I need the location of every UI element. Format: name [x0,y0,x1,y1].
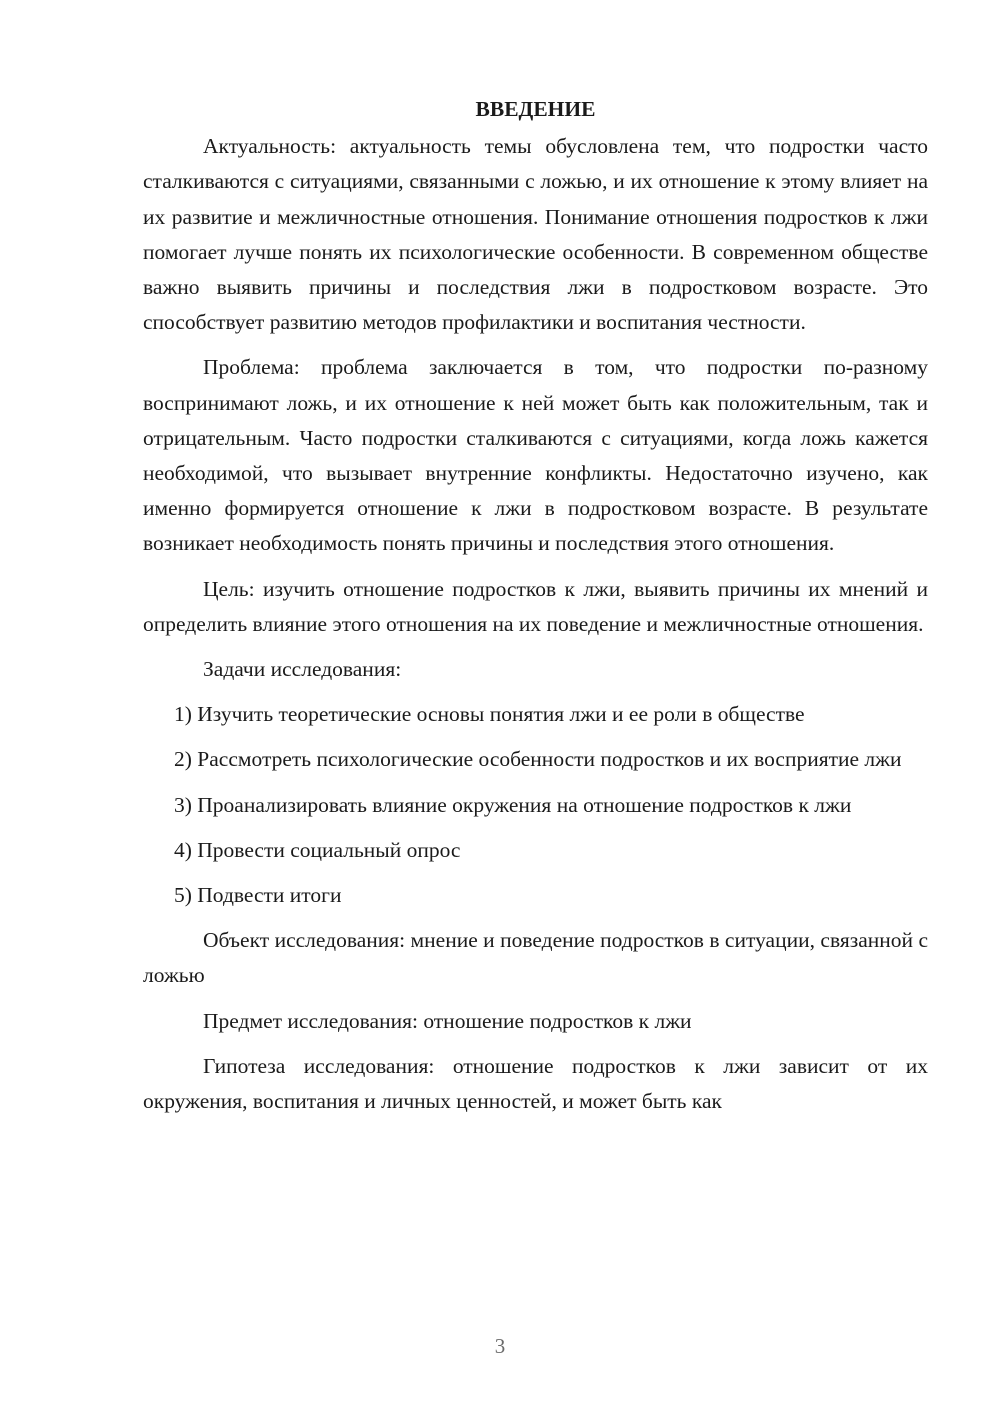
paragraph-tasks-heading: Задачи исследования: [203,657,402,682]
task-item-4: 4) Провести социальный опрос [174,837,461,862]
task-item-2: 2) Рассмотреть психологические особенности подростков и их восприятие лжи [174,747,902,772]
paragraph-object: Объект исследования: мнение и поведение подростков в ситуации, связанной с ложью [143,928,928,988]
task-item-5: 5) Подвести итоги [174,883,342,908]
task-item-3: 3) Проанализировать влияние окружения на отношение подростков к лжи [174,792,852,817]
paragraph-subject: Предмет исследования: отношение подростков к лжи [203,1008,692,1033]
task-item-1: 1) Изучить теоретические основы понятия лжи и ее роли в обществе [174,702,805,727]
paragraph-problem: Проблема: проблема заключается в том, что подростки по-разному воспринимают ложь, и их отношение к ней может быть как положительным, так и отрицательным. Часто подростки сталкиваются с ситуациями, когда ложь кажется необходимой, что вызывает внутренние конфликты. Недостаточно изучено, как именно формируется отношение к лжи в подростковом возрасте. В результате возникает необходимость понять причины и последствия этого отношения. [143,355,928,556]
page-number: 3 [494,1334,506,1358]
paragraph-goal: Цель: изучить отношение подростков к лжи, выявить причины их мнений и определить влияние этого отношения на их поведение и межличностные отношения. [143,576,928,636]
paragraph-relevance: Актуальность: актуальность темы обусловлена тем, что подростки часто сталкиваются с ситуациями, связанными с ложью, и их отношение к этому влияет на их развитие и межличностные отношения. Понимание отношения подростков к лжи помогает лучше понять их психологические особенности. В современном обществе важно выявить причины и последствия лжи в подростковом возрасте. Это способствует развитию методов профилактики и воспитания честности. [143,134,928,335]
paragraph-hypothesis: Гипотеза исследования: отношение подростков к лжи зависит от их окружения, воспитания и личных ценностей, и может быть как [143,1053,928,1114]
section-title: ВВЕДЕНИЕ [475,97,596,121]
page-content [143,92,928,1129]
